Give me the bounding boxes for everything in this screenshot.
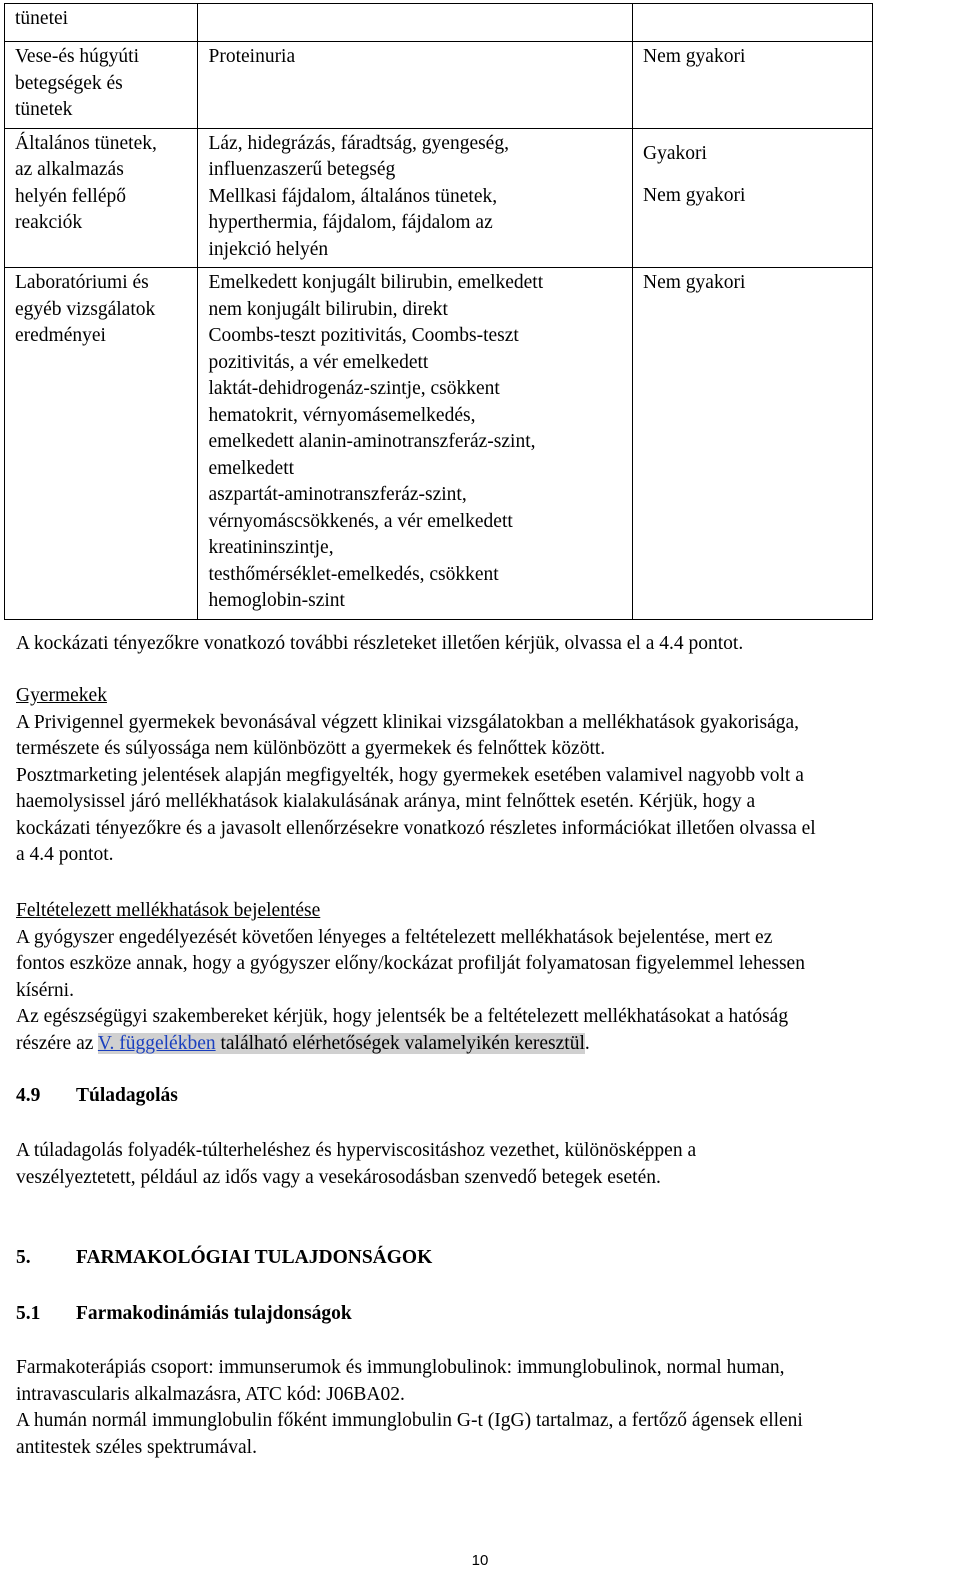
table-cell: Gyakori Nem gyakori (633, 128, 873, 268)
adverse-effects-table (4, 3, 873, 620)
children-heading: Gyermekek (16, 685, 107, 706)
table-cell: Láz, hidegrázás, fáradtság, gyengeség, influenzaszerű betegség Mellkasi fájdalom, általános tünetek, hyperthermia, fájdalom, fájdalom az injekció helyén (198, 128, 633, 268)
table-cell: Proteinuria (198, 42, 633, 129)
children-section: Gyermekek A Privigennel gyermekek bevonásával végzett klinikai vizsgálatokban a mellékhatások gyakorisága, természete és súlyossága nem különbözött a gyermekek és felnőttek között. Posztmarketing jelentések alapján megfigyelték, hogy gyermekek esetében valamivel nagyobb volt a haemolysissel járó mellékhatások kialakulásának aránya, mint felnőttek esetén. Kérjük, hogy a kockázati tényezőkre és a javasolt ellenőrzésekre vonatkozó részletes információkat illetően olvassa el a 4.4 pontot. (16, 683, 960, 869)
table-cell: tünetei (5, 4, 198, 42)
table-row (5, 128, 873, 268)
table-row (5, 42, 873, 129)
section-heading-4-9: 4.9 Túladagolás (16, 1085, 178, 1106)
table-row (5, 4, 873, 42)
page-number: 10 (471, 1552, 489, 1569)
reporting-heading: Feltételezett mellékhatások bejelentése (16, 900, 321, 921)
section-heading-5: 5. FARMAKOLÓGIAI TULAJDONSÁGOK (16, 1247, 433, 1268)
table-cell (633, 4, 873, 42)
table-cell: Nem gyakori (633, 268, 873, 620)
overdose-paragraph: A túladagolás folyadék-túlterheléshez és hyperviscositáshoz vezethet, különösképpen a veszélyeztetett, például az idős vagy a vesekárosodásban szenvedő betegek esetén. (16, 1140, 697, 1188)
table-row (5, 268, 873, 620)
appendix-v-link[interactable]: V. függelékben (97, 1032, 216, 1054)
table-cell: Laboratóriumi és egyéb vizsgálatok eredményei (5, 268, 198, 620)
section-heading-5-1: 5.1 Farmakodinámiás tulajdonságok (16, 1303, 352, 1324)
table-cell: Emelkedett konjugált bilirubin, emelkedett nem konjugált bilirubin, direkt Coombs-teszt pozitivitás, Coombs-teszt pozitivitás, a vér emelkedett laktát-dehidrogenáz-szintje, csökkent hematokrit, vérnyomásemelkedés, emelkedett alanin-aminotranszferáz-szint, emelkedett aszpartát-aminotranszferáz-szint, vérnyomáscsökkenés, a vér emelkedett kreatininszintje, testhőmérséklet-emelkedés, csökkent hemoglobin-szint (198, 268, 633, 620)
risk-factors-paragraph: A kockázati tényezőkre vonatkozó további részleteket illetően kérjük, olvassa el a 4.4 pontot. (16, 633, 744, 654)
table-cell: Általános tünetek, az alkalmazás helyén fellépő reakciók (5, 128, 198, 268)
pharmacotherapy-paragraph: Farmakoterápiás csoport: immunserumok és immunglobulinok: immunglobulinok, normal human, intravascularis alkalmazásra, ATC kód: J06BA02. A humán normál immunglobulin főként immunglobulin G-t (IgG) tartalmaz, a fertőző ágensek elleni antitestek széles spektrumával. (16, 1357, 803, 1458)
reporting-section: Feltételezett mellékhatások bejelentése A gyógyszer engedélyezését követően lényeges a feltételezett mellékhatások bejelentése, mert ez fontos eszköze annak, hogy a gyógyszer előny/kockázat profilját folyamatosan figyelemmel lehessen kísérni. Az egészségügyi szakembereket kérjük, hogy jelentsék be a feltételezett mellékhatásokat a hatóság részére az V. függelékben található elérhetőségek valamelyikén keresztül. (16, 898, 960, 1057)
table-cell: Vese-és húgyúti betegségek és tünetek (5, 42, 198, 129)
table-cell (198, 4, 633, 42)
table-cell: Nem gyakori (633, 42, 873, 129)
